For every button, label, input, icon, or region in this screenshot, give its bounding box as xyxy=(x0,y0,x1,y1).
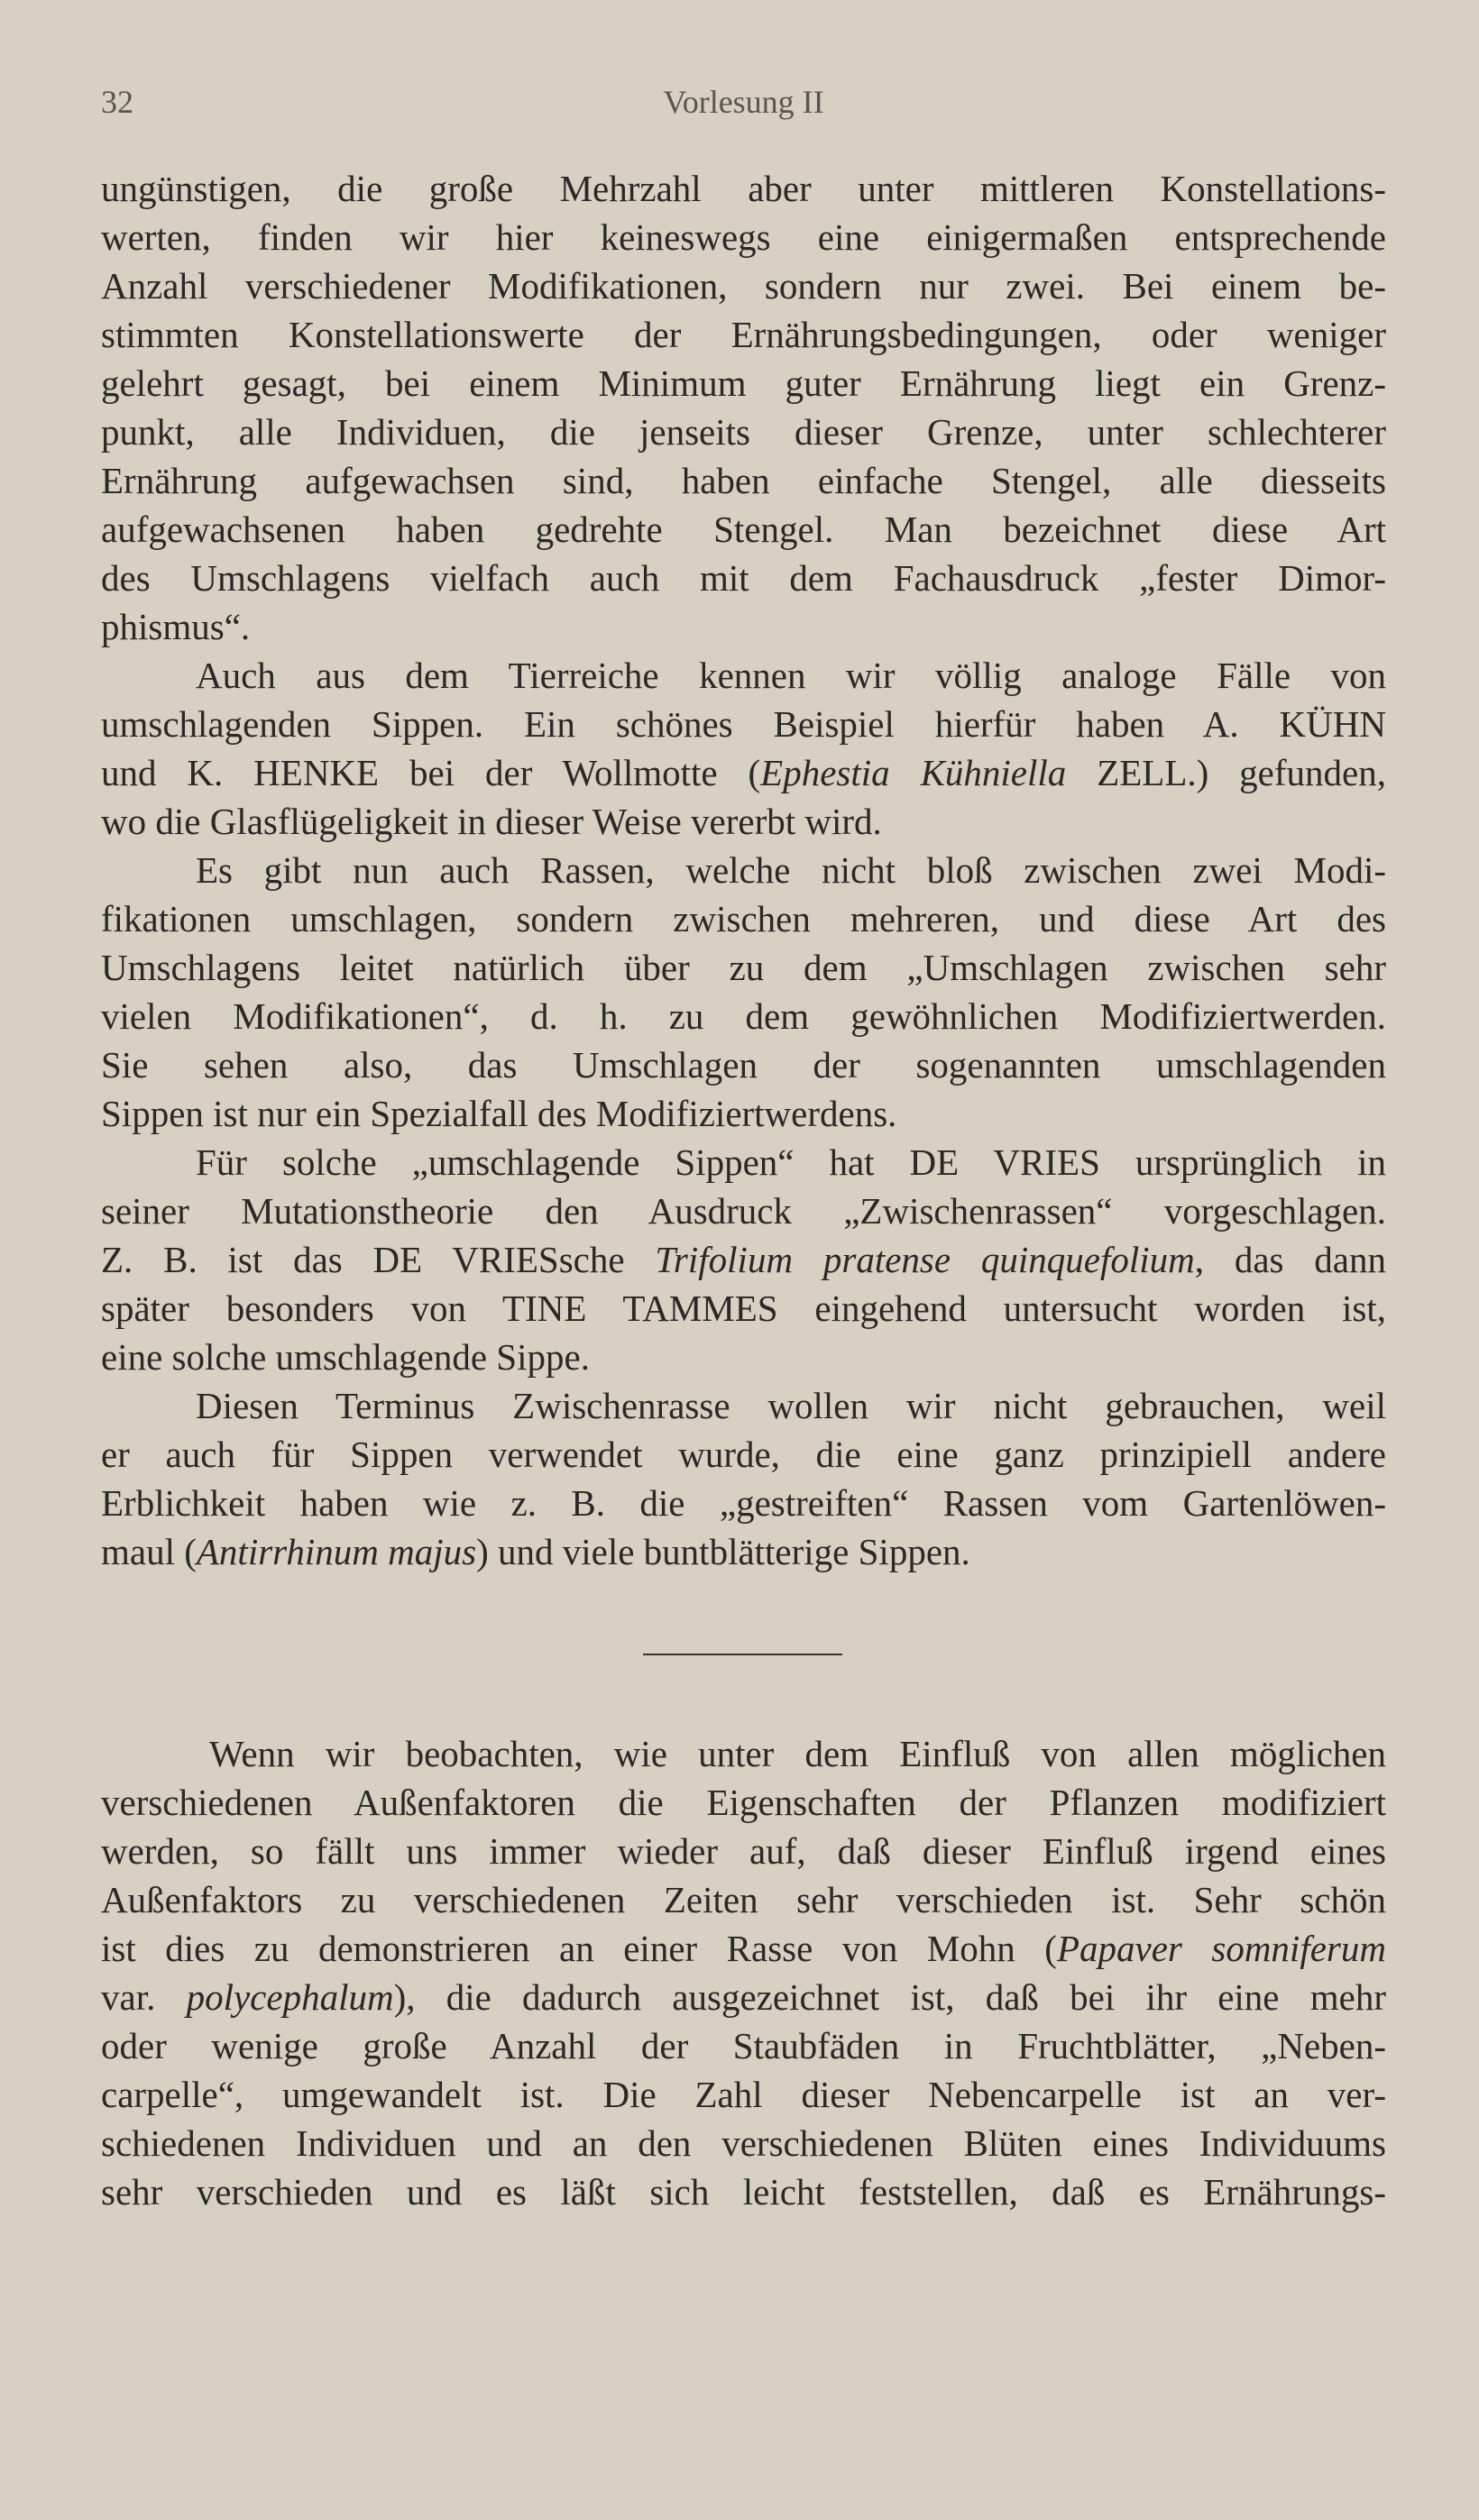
text-line: Anzahl verschiedener Modifikationen, sondern nur zwei. Bei einem be- xyxy=(101,265,1386,307)
species-name: Ephestia Kühniella xyxy=(760,752,1067,793)
text-line: schiedenen Individuen und an den verschiedenen Blüten eines Individuums xyxy=(101,2122,1386,2164)
paragraph-start: Diesen Terminus Zwischenrasse wollen wir nicht gebrauchen, weil xyxy=(196,1385,1386,1426)
species-name: Trifolium pratense quinquefolium xyxy=(655,1239,1195,1280)
text-line: sehr verschieden und es läßt sich leicht feststellen, daß es Ernährungs- xyxy=(101,2171,1386,2213)
text-line: stimmten Konstellationswerte der Ernährungsbedingungen, oder weniger xyxy=(101,314,1386,355)
page-header xyxy=(101,83,1386,128)
text-line: verschiedenen Außenfaktoren die Eigenschaften der Pflanzen modifiziert xyxy=(101,1782,1386,1823)
text-line: Erblichkeit haben wie z. B. die „gestreiften“ Rassen vom Gartenlöwen- xyxy=(101,1482,1386,1524)
text-line: carpelle“, umgewandelt ist. Die Zahl dieser Nebencarpelle ist an ver- xyxy=(101,2074,1386,2115)
paragraph-start: Es gibt nun auch Rassen, welche nicht bloß zwischen zwei Modi- xyxy=(196,849,1386,891)
paragraph-start: Wenn wir beobachten, wie unter dem Einfluß von allen möglichen xyxy=(209,1733,1386,1774)
text-line: oder wenige große Anzahl der Staubfäden in Fruchtblätter, „Neben- xyxy=(101,2025,1386,2066)
text-line: des Umschlagens vielfach auch mit dem Fachausdruck „fester Dimor- xyxy=(101,557,1386,599)
text-line: und K. HENKE bei der Wollmotte (Ephestia Kühniella ZELL.) gefunden, xyxy=(101,752,1386,793)
text-line: maul (Antirrhinum majus) und viele buntblätterige Sippen. xyxy=(101,1531,970,1572)
running-head: Vorlesung II xyxy=(663,84,824,120)
text-line: wo die Glasflügeligkeit in dieser Weise vererbt wird. xyxy=(101,801,882,842)
section-divider xyxy=(643,1654,842,1655)
text-line: phismus“. xyxy=(101,606,251,647)
text-line: Ernährung aufgewachsen sind, haben einfache Stengel, alle diesseits xyxy=(101,460,1386,501)
text-line: Z. B. ist das DE VRIESsche Trifolium pratense quinquefolium, das dann xyxy=(101,1239,1386,1280)
text-line: var. polycephalum), die dadurch ausgezeichnet ist, daß bei ihr eine mehr xyxy=(101,1976,1386,2018)
page-number: 32 xyxy=(101,84,133,120)
section-1 xyxy=(101,164,1386,1576)
text-line: werten, finden wir hier keineswegs eine einigermaßen entsprechende xyxy=(101,216,1386,258)
text-line: Sippen ist nur ein Spezialfall des Modifiziertwerdens. xyxy=(101,1093,897,1134)
text-line: vielen Modifikationen“, d. h. zu dem gewöhnlichen Modifiziertwerden. xyxy=(101,995,1386,1037)
text-line: fikationen umschlagen, sondern zwischen mehreren, und diese Art des xyxy=(101,898,1386,939)
text-line: ungünstigen, die große Mehrzahl aber unter mittleren Konstellations- xyxy=(101,168,1386,209)
section-2 xyxy=(101,1729,1386,2216)
paragraph-start: Auch aus dem Tierreiche kennen wir völlig analoge Fälle von xyxy=(196,655,1386,696)
text-line: ist dies zu demonstrieren an einer Rasse von Mohn (Papaver somniferum xyxy=(101,1928,1386,1969)
text-line: Außenfaktors zu verschiedenen Zeiten sehr verschieden ist. Sehr schön xyxy=(101,1879,1386,1920)
species-name: Papaver somniferum xyxy=(1056,1928,1386,1969)
text-line: seiner Mutationstheorie den Ausdruck „Zwischenrassen“ vorgeschlagen. xyxy=(101,1190,1386,1232)
text-line: Sie sehen also, das Umschlagen der sogenannten umschlagenden xyxy=(101,1044,1386,1086)
text-line: umschlagenden Sippen. Ein schönes Beispiel hierfür haben A. KÜHN xyxy=(101,703,1386,745)
text-line: gelehrt gesagt, bei einem Minimum guter Ernährung liegt ein Grenz- xyxy=(101,362,1386,404)
text-line: aufgewachsenen haben gedrehte Stengel. Man bezeichnet diese Art xyxy=(101,509,1386,550)
text-line: eine solche umschlagende Sippe. xyxy=(101,1336,590,1378)
text-line: er auch für Sippen verwendet wurde, die eine ganz prinzipiell andere xyxy=(101,1434,1386,1475)
paragraph-start: Für solche „umschlagende Sippen“ hat DE VRIES ursprünglich in xyxy=(196,1141,1386,1183)
text-line: werden, so fällt uns immer wieder auf, daß dieser Einfluß irgend eines xyxy=(101,1830,1386,1872)
species-name: Antirrhinum majus xyxy=(196,1531,477,1572)
variety-name: polycephalum xyxy=(186,1976,394,2018)
text-line: Umschlagens leitet natürlich über zu dem „Umschlagen zwischen sehr xyxy=(101,947,1386,988)
text-line: punkt, alle Individuen, die jenseits dieser Grenze, unter schlechterer xyxy=(101,411,1386,453)
text-line: später besonders von TINE TAMMES eingehend untersucht worden ist, xyxy=(101,1287,1386,1329)
